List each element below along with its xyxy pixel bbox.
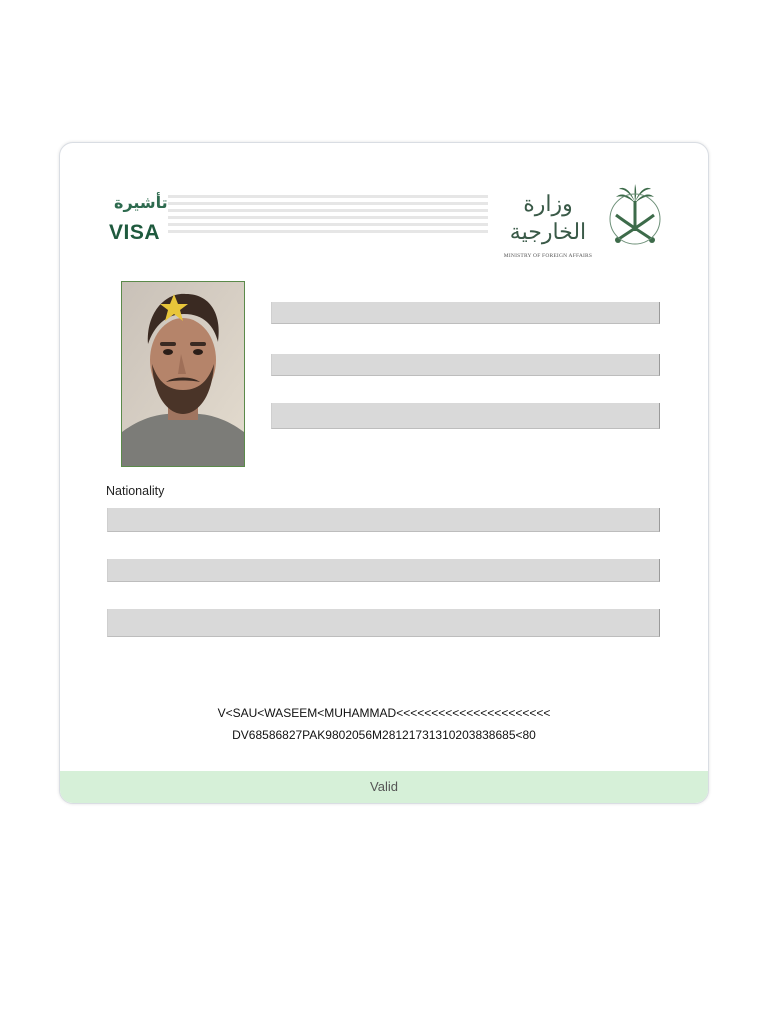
nationality-field <box>107 508 660 532</box>
ministry-logo-text <box>492 191 604 259</box>
holder-photo <box>121 281 245 467</box>
holder-field-1 <box>271 302 660 324</box>
ministry-name-english: MINISTRY OF FOREIGN AFFAIRS <box>503 253 593 259</box>
holder-field-2 <box>271 354 660 376</box>
mrz-line-2: DV68586827PAK9802056M28121731310203838685<80 <box>232 728 536 742</box>
ministry-name-arabic: وزارة الخارجية <box>509 192 587 245</box>
visa-card <box>59 142 709 804</box>
portrait-image <box>122 282 244 466</box>
status-bar <box>60 771 708 803</box>
nationality-label: Nationality <box>106 484 165 498</box>
holder-field-3 <box>271 403 660 429</box>
visa-title-english: VISA <box>109 221 161 244</box>
visa-title-arabic: تأشيرة <box>114 193 168 212</box>
header-decorative-lines <box>168 195 488 237</box>
status-label: Valid <box>370 779 398 794</box>
saudi-emblem-icon <box>608 183 662 247</box>
detail-field-2 <box>107 609 660 637</box>
mrz-line-1: V<SAU<WASEEM<MUHAMMAD<<<<<<<<<<<<<<<<<<<<<< <box>217 706 551 720</box>
detail-field-1 <box>107 559 660 582</box>
